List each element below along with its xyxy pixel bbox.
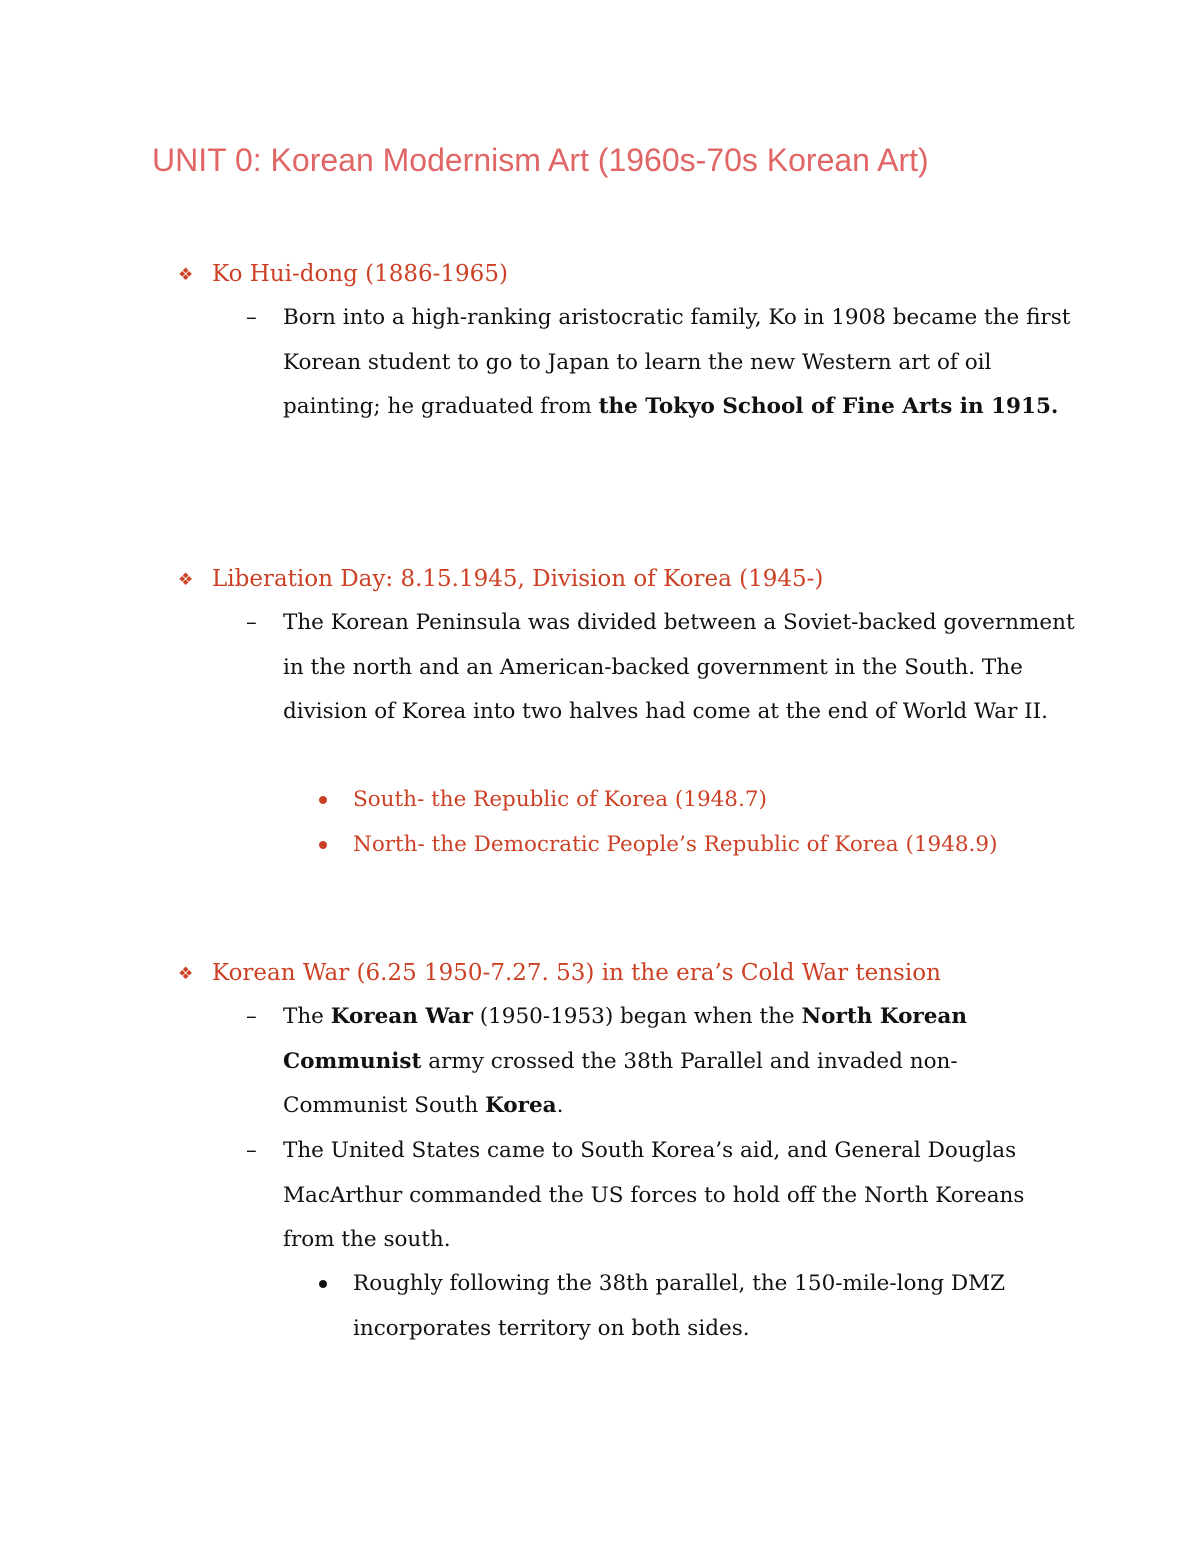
list-item [246,1129,1076,1263]
bullet-dot-icon [319,1280,327,1288]
section-heading-text: Ko Hui-dong (1886-1965) [212,261,508,287]
sub-list-item-dmz [316,1262,1076,1351]
diamond-bullet-icon: ❖ [178,570,194,590]
page-title: UNIT 0: Korean Modernism Art (1960s-70s Korean Art) [152,142,929,178]
list-item [246,296,1076,430]
sub-list-item-south [316,778,1076,823]
sub-item-text: South- the Republic of Korea (1948.7) [353,787,767,812]
dash-marker: – [246,1138,257,1163]
dash-marker: – [246,305,257,330]
item-text: (1950-1953) began when the [472,1004,802,1029]
dash-marker: – [246,610,257,635]
sub-item-text: North- the Democratic People’s Republic of Korea (1948.9) [353,832,998,857]
bullet-dot-icon [319,796,327,804]
item-text-bold: North Korean Communist [283,1004,967,1074]
list-item [246,995,1076,1129]
diamond-bullet-icon: ❖ [178,265,194,285]
section-heading-text: Liberation Day: 8.15.1945, Division of Korea (1945-) [212,566,824,592]
item-text: The United States came to South Korea’s aid, and General Douglas MacArthur commanded the US forces to hold off the North Koreans from the south. [283,1138,1025,1252]
item-text-bold: the Tokyo School of Fine Arts in 1915. [598,394,1059,419]
sub-list-item-north [316,823,1076,868]
list-item [246,601,1076,735]
section-heading-liberation-day [178,557,823,602]
sub-item-text: Roughly following the 38th parallel, the 150-mile-long DMZ incorporates territory on both sides. [353,1271,1006,1341]
item-text: Born into a high-ranking aristocratic family, Ko in 1908 became the first Korean student to go to Japan to learn the new Western art of oil painting; he graduated from [283,305,1071,419]
item-text: army crossed the 38th Parallel and invaded non-Communist South [283,1048,958,1118]
item-text-bold: Korea [485,1093,557,1118]
item-text: . [556,1093,564,1118]
dash-marker: – [246,1004,257,1029]
item-text-bold: Korean War [330,1004,473,1029]
item-text: The [283,1004,331,1029]
section-heading-ko-hui-dong [178,252,508,297]
section-heading-text: Korean War (6.25 1950-7.27. 53) in the era’s Cold War tension [212,960,941,986]
bullet-dot-icon [319,841,327,849]
item-text: The Korean Peninsula was divided between a Soviet-backed government in the north and an American-backed government in the South. The division of Korea into two halves had come at the end of World War II. [283,610,1075,724]
diamond-bullet-icon: ❖ [178,964,194,984]
section-heading-korean-war [178,951,941,996]
